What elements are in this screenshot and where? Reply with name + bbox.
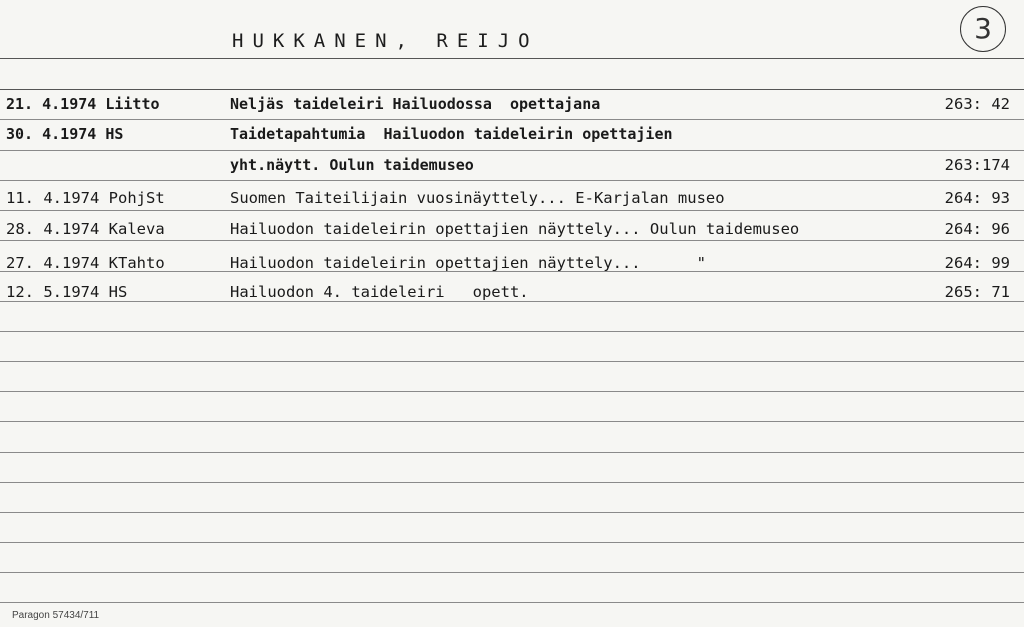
entry-text: Hailuodon 4. taideleiri opett. (230, 283, 529, 301)
card-title: HUKKANEN, REIJO (232, 30, 539, 52)
card-print-mark: Paragon 57434/711 (12, 610, 100, 621)
entry-row (0, 183, 1024, 213)
entry-text: Neljäs taideleiri Hailuodossa opettajana (230, 95, 601, 113)
ruled-line (0, 512, 1024, 513)
entry-ref: 264: 93 (944, 189, 1010, 207)
entry-date-source: 27. 4.1974 KTahto (6, 254, 165, 272)
entry-row (0, 248, 1024, 278)
entry-row (0, 89, 1024, 119)
card-number-circle: 3 (960, 6, 1006, 52)
entry-row (0, 119, 1024, 149)
entry-ref: 263: 42 (944, 95, 1010, 113)
entry-row (0, 150, 1024, 180)
entry-row (0, 277, 1024, 307)
entry-row (0, 214, 1024, 244)
entry-date-source: 11. 4.1974 PohjSt (6, 189, 165, 207)
ruled-line (0, 572, 1024, 573)
entry-date-source: 28. 4.1974 Kaleva (6, 220, 165, 238)
ruled-line (0, 331, 1024, 332)
entry-date-source: 21. 4.1974 Liitto (6, 95, 160, 113)
header-rule (0, 58, 1024, 59)
entry-ref: 265: 71 (944, 283, 1010, 301)
ruled-line (0, 482, 1024, 483)
entry-date-source: 30. 4.1974 HS (6, 125, 124, 143)
ruled-line (0, 391, 1024, 392)
entry-text: Taidetapahtumia Hailuodon taideleirin opettajien (230, 125, 673, 143)
ruled-line (0, 180, 1024, 181)
entry-date-source: 12. 5.1974 HS (6, 283, 128, 301)
ruled-line (0, 602, 1024, 603)
ruled-line (0, 361, 1024, 362)
ruled-line (0, 542, 1024, 543)
entry-text: Hailuodon taideleirin opettajien näyttely... Oulun taidemuseo (230, 220, 800, 238)
entry-ref: 264: 96 (944, 220, 1010, 238)
entry-text: Hailuodon taideleirin opettajien näyttely... " (230, 254, 706, 272)
entry-ref: 264: 99 (944, 254, 1010, 272)
ruled-line (0, 421, 1024, 422)
entry-text: Suomen Taiteilijain vuosinäyttely... E-Karjalan museo (230, 189, 725, 207)
entry-text: yht.näytt. Oulun taidemuseo (230, 156, 474, 174)
ruled-line (0, 452, 1024, 453)
entry-ref: 263:174 (944, 156, 1010, 174)
